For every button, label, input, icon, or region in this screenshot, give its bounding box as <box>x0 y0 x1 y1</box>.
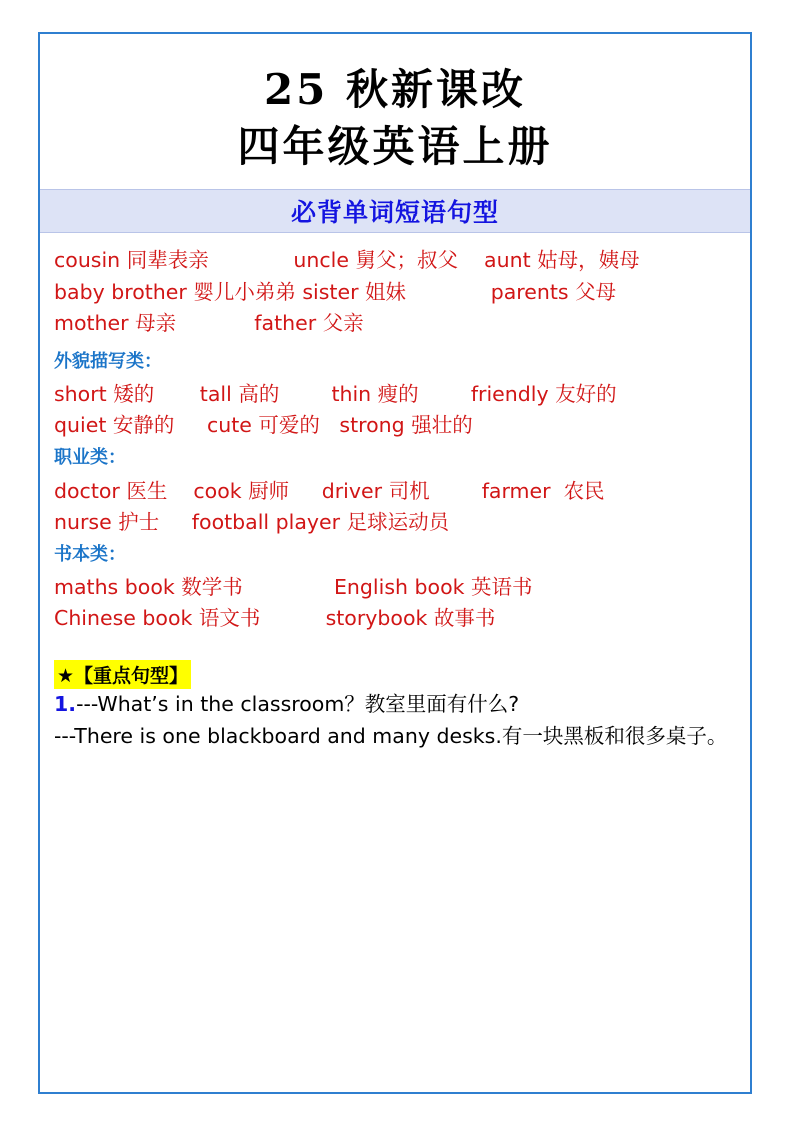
title-line-2: 四年级英语上册 <box>237 121 553 171</box>
key-sentence-heading-wrap <box>54 660 736 689</box>
sentence-text: ---There is one blackboard and many desks.有一块黑板和很多桌子。 <box>54 724 728 749</box>
category-heading-jobs: 职业类： <box>54 447 126 469</box>
worksheet-page <box>38 32 752 1094</box>
sentence-item <box>54 721 736 753</box>
subtitle-text: 必背单词短语句型 <box>290 198 499 228</box>
subtitle-banner <box>40 189 750 233</box>
vocab-line: cousin 同辈表亲 uncle 舅父；叔父 aunt 姑母，姨母 <box>54 248 640 273</box>
vocab-line: nurse 护士 football player 足球运动员 <box>54 509 450 534</box>
vocab-line: doctor 医生 cook 厨师 driver 司机 farmer 农民 <box>54 478 605 503</box>
vocab-line: baby brother 婴儿小弟弟 sister 姐妹 parents 父母 <box>54 279 617 304</box>
sentence-number: 1. <box>54 692 77 717</box>
vocab-line: mother 母亲 father 父亲 <box>54 310 364 335</box>
title-line-1: 25 秋新课改 <box>263 65 527 114</box>
vocab-line: quiet 安静的 cute 可爱的 strong 强壮的 <box>54 413 473 438</box>
sentence-text: ---What’s in the classroom？教室里面有什么? <box>76 692 520 717</box>
content-body <box>40 233 750 753</box>
vocab-line: maths book 数学书 English book 英语书 <box>54 575 533 600</box>
category-heading-books: 书本类： <box>54 543 126 565</box>
vocab-line: Chinese book 语文书 storybook 故事书 <box>54 606 496 631</box>
key-sentence-heading: ★【重点句型】 <box>54 660 191 689</box>
sentence-item <box>54 689 736 721</box>
category-heading-appearance: 外貌描写类： <box>54 350 162 372</box>
vocab-line: short 矮的 tall 高的 thin 瘦的 friendly 友好的 <box>54 382 617 407</box>
title-block <box>40 34 750 175</box>
